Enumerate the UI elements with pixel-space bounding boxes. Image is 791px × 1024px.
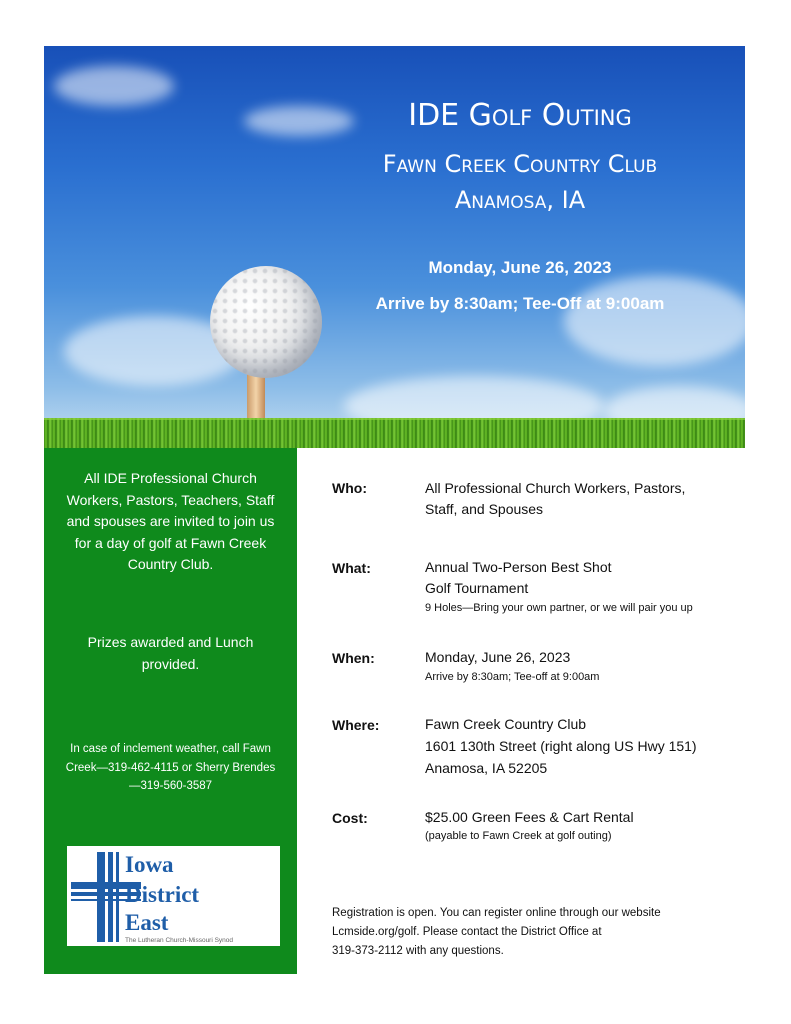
registration-text [332,904,742,961]
iowa-district-east-logo [67,846,280,946]
who-label: Who: [332,480,367,496]
where-line-3: Anamosa, IA 52205 [425,760,548,776]
what-line-2: Golf Tournament [425,580,529,596]
cost-label: Cost: [332,810,368,826]
what-line-1: Annual Two-Person Best Shot [425,559,612,575]
cross-emblem-icon [67,846,280,946]
info-sidebar [44,448,297,974]
when-note: Arrive by 8:30am; Tee-off at 9:00am [425,671,600,683]
location-title: Anamosa, IA [454,186,586,214]
venue-title: Fawn Creek Country Club [382,150,658,178]
grass-image [44,418,745,448]
logo-tagline: The Lutheran Church-Missouri Synod [125,937,234,944]
cloud-decoration [564,276,745,366]
invite-text: All IDE Professional Church Workers, Pastors, Teachers, Staff and spouses are invited to join us for a day of golf at Fawn Creek Country Club. [66,470,275,572]
registration-line-2: Lcmside.org/golf. Please contact the District Office at [332,926,602,938]
event-title: IDE Golf Outing [408,98,632,133]
where-line-2: 1601 130th Street (right along US Hwy 151) [425,738,697,754]
event-date: Monday, June 26, 2023 [428,258,612,277]
where-label: Where: [332,717,380,733]
cost-note: (payable to Fawn Creek at golf outing) [425,830,612,842]
golf-ball-image [210,266,322,378]
what-label: What: [332,560,371,576]
cost-line-1: $25.00 Green Fees & Cart Rental [425,809,634,825]
logo-line-3: East [125,910,169,935]
when-line-1: Monday, June 26, 2023 [425,649,571,665]
where-line-1: Fawn Creek Country Club [425,716,587,732]
when-label: When: [332,650,375,666]
logo-line-2: District [125,882,200,907]
prizes-text: Prizes awarded and Lunch provided. [87,634,254,672]
event-times: Arrive by 8:30am; Tee-Off at 9:00am [375,294,665,313]
registration-line-3: 319-373-2112 with any questions. [332,945,504,957]
cloud-decoration [54,66,174,106]
registration-line-1: Registration is open. You can register online through our website [332,907,661,919]
who-line-2: Staff, and Spouses [425,501,544,517]
logo-line-1: Iowa [125,852,174,877]
who-line-1: All Professional Church Workers, Pastors, [425,480,686,496]
weather-text: In case of inclement weather, call Fawn Creek—319-462-4115 or Sherry Brendes—319-560-3587 [65,743,276,792]
what-note: 9 Holes—Bring your own partner, or we will pair you up [425,602,693,614]
